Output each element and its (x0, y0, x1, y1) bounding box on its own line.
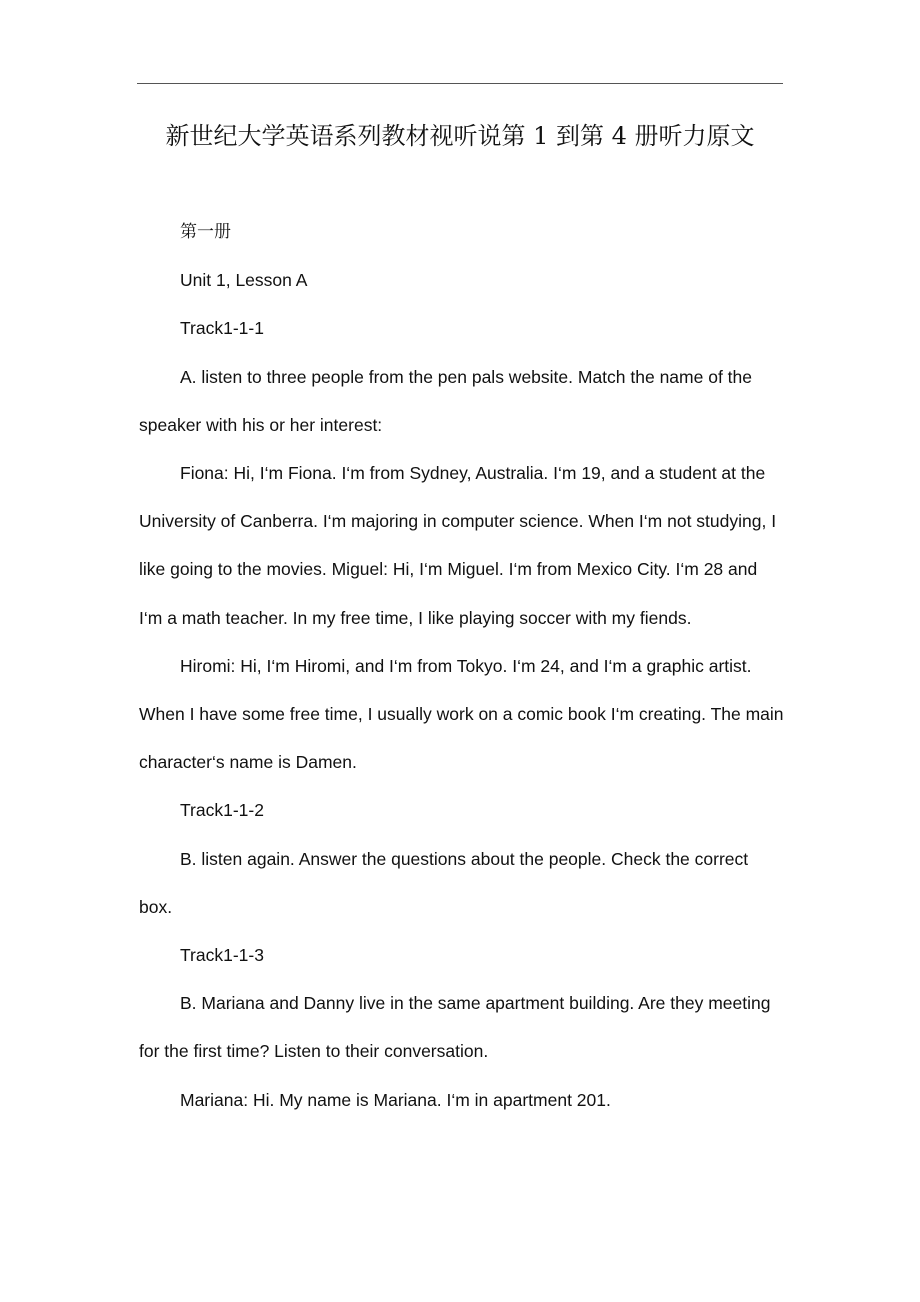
paragraph-instruction: A. listen to three people from the pen pals website. Match the name of the speaker with his or her interest: (139, 366, 752, 435)
document-title: 新世纪大学英语系列教材视听说第 1 到第 4 册听力原文 (165, 122, 755, 150)
paragraph-track-label: Track1-1-2 (180, 800, 264, 821)
paragraph-unit-heading: Unit 1, Lesson A (180, 270, 308, 291)
header-rule (137, 83, 783, 84)
paragraph-instruction: B. listen again. Answer the questions about the people. Check the correct box. (139, 848, 749, 917)
paragraph-transcript: Hiromi: Hi, I‘m Hiromi, and I‘m from Tokyo. I‘m 24, and I‘m a graphic artist. When I have some free time, I usually work on a comic book I‘m creating. The main character‘s name is Damen. (139, 655, 784, 773)
paragraph-instruction: B. Mariana and Danny live in the same apartment building. Are they meeting for the first time? Listen to their conversation. (139, 993, 771, 1062)
paragraph-transcript: Fiona: Hi, I‘m Fiona. I‘m from Sydney, Australia. I‘m 19, and a student at the University of Canberra. I‘m majoring in computer science. When I‘m not studying, I like going to the movies. Miguel: Hi, I‘m Miguel. I‘m from Mexico City. I‘m 28 and I‘m a math teacher. In my free time, I like playing soccer with my fiends. (139, 463, 777, 628)
paragraph-transcript: Mariana: Hi. My name is Mariana. I‘m in apartment 201. (180, 1089, 611, 1110)
paragraph-track-label: Track1-1-3 (180, 945, 264, 966)
document-body (139, 208, 785, 1124)
paragraph-track-label: Track1-1-1 (180, 318, 264, 339)
paragraph-volume-heading: 第一册 (180, 222, 231, 242)
